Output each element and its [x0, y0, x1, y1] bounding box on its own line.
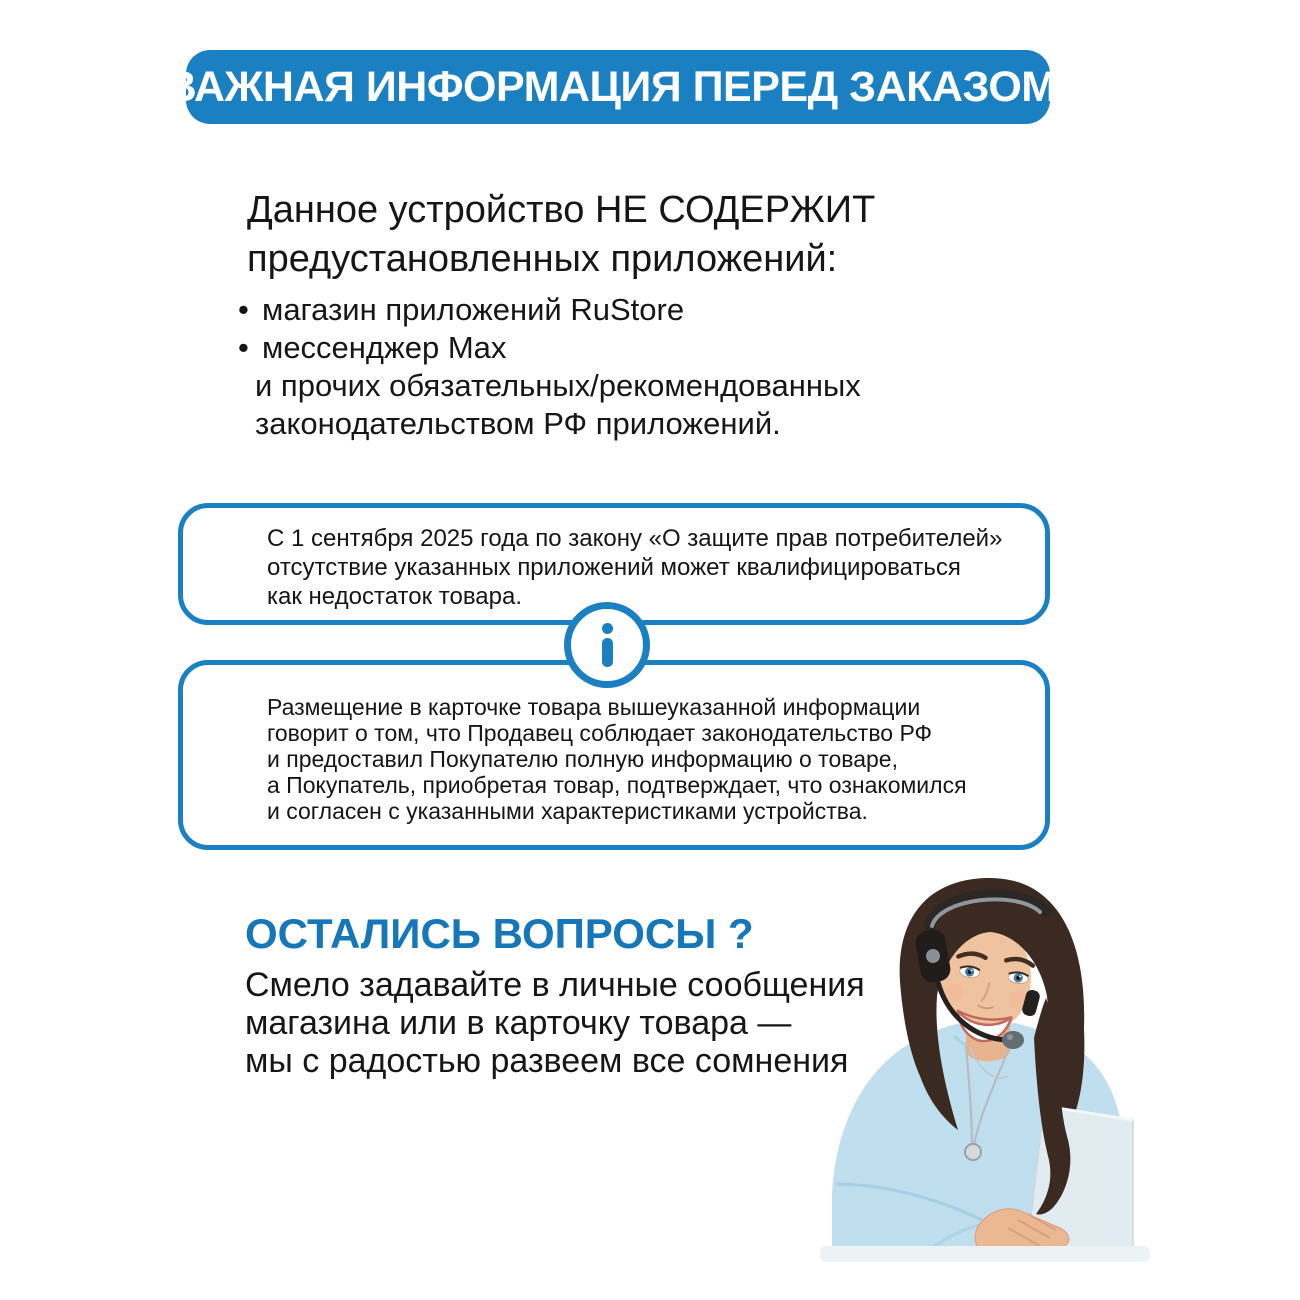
- notice-box-2-line-3: и предоставил Покупателю полную информацию о товаре,: [267, 746, 898, 772]
- bullet-text: магазин приложений RuStore: [262, 292, 685, 327]
- questions-line-2: магазина или в карточку товара —: [245, 1004, 792, 1042]
- intro-heading-line-2: предустановленных приложений:: [247, 238, 838, 280]
- intro-heading-line-1: Данное устройство НЕ СОДЕРЖИТ: [247, 189, 876, 231]
- bullet-dot-icon: •: [238, 292, 249, 327]
- questions-line-1: Смело задавайте в личные сообщения: [245, 966, 865, 1004]
- notice-box-2-text: [267, 694, 967, 824]
- questions-line-3: мы с радостью развеем все сомнения: [245, 1042, 849, 1080]
- info-icon: [564, 602, 650, 688]
- bullet-dot-icon: •: [238, 330, 249, 365]
- notice-box-2-line-5: и согласен с указанными характеристиками устройства.: [267, 798, 868, 824]
- bullet-continuation-line-2: законодательством РФ приложений.: [255, 406, 781, 441]
- banner: [165, 50, 1071, 124]
- notice-box-2-line-4: а Покупатель, приобретая товар, подтверждает, что ознакомился: [267, 772, 967, 798]
- notice-box-1-line-1: С 1 сентября 2025 года по закону «О защите прав потребителей»: [267, 525, 1003, 552]
- notice-box-1-line-2: отсутствие указанных приложений может квалифицироваться: [267, 554, 961, 581]
- bullet-text: мессенджер Max: [262, 330, 507, 365]
- bullet-list: [238, 291, 861, 443]
- questions-text: [245, 966, 865, 1080]
- notice-box-2-line-1: Размещение в карточке товара вышеуказанной информации: [267, 694, 921, 720]
- questions-heading: ОСТАЛИСЬ ВОПРОСЫ ?: [245, 910, 754, 957]
- bullet-item-rustore: [238, 291, 861, 329]
- bullet-continuation-line-1: и прочих обязательных/рекомендованных: [255, 368, 861, 403]
- bullet-item-max: [238, 329, 861, 367]
- notice-box-1-text: [267, 524, 1002, 611]
- notice-box-2-line-2: говорит о том, что Продавец соблюдает законодательство РФ: [267, 720, 933, 746]
- intro-heading: [247, 186, 875, 284]
- banner-title: ВАЖНАЯ ИНФОРМАЦИЯ ПЕРЕД ЗАКАЗОМ:: [165, 62, 1071, 111]
- desk-surface: [820, 1246, 1150, 1262]
- support-agent-photo: [820, 878, 1280, 1262]
- notice-box-2: [178, 660, 1050, 850]
- notice-box-1-line-3: как недостаток товара.: [267, 583, 523, 610]
- info-icon-stem: [602, 638, 613, 667]
- info-icon-dot: [602, 623, 613, 634]
